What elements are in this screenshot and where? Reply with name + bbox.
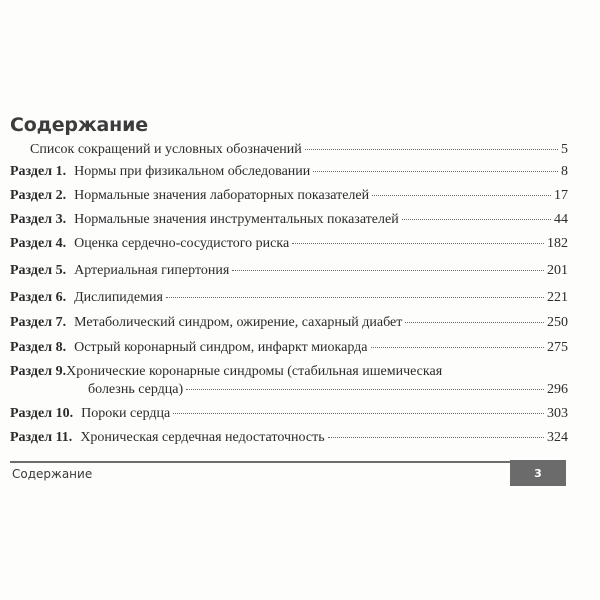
toc-entry-page: 182 <box>547 236 568 251</box>
toc-entry[interactable] <box>10 406 568 422</box>
toc-entry[interactable] <box>10 340 568 356</box>
toc-entry[interactable] <box>10 142 568 158</box>
dot-leader <box>173 413 544 414</box>
toc-entry[interactable] <box>10 290 568 306</box>
toc-entry-label: Раздел 2. <box>10 188 67 203</box>
dot-leader <box>313 171 558 172</box>
toc-entry-title: Нормальные значения инструментальных показателей <box>74 212 399 227</box>
toc-entry-title: Дислипидемия <box>74 290 163 305</box>
footer-section-title: Содержание <box>12 467 93 481</box>
toc-entry-label: Раздел 11. <box>10 430 73 445</box>
toc-entry-title: Хроническая сердечная недостаточность <box>80 430 325 445</box>
toc-entry[interactable] <box>10 212 568 228</box>
toc-entry-page: 5 <box>561 142 568 157</box>
dot-leader <box>405 322 544 323</box>
table-of-contents <box>10 0 570 600</box>
toc-entry-label: Раздел 3. <box>10 212 67 227</box>
toc-entry-title: Пороки сердца <box>81 406 171 421</box>
toc-entry-title: Список сокращений и условных обозначений <box>30 142 302 157</box>
toc-entry-page: 303 <box>547 406 568 421</box>
toc-entry-label: Раздел 10. <box>10 406 74 421</box>
dot-leader <box>186 389 544 390</box>
toc-entry-page: 8 <box>561 164 568 179</box>
toc-entry-page: 275 <box>547 340 568 355</box>
toc-entry-page: 296 <box>547 382 568 397</box>
toc-entry-title: Метаболический синдром, ожирение, сахарный диабет <box>74 315 403 330</box>
toc-entry-title: Нормальные значения лабораторных показателей <box>74 188 370 203</box>
toc-entry-label: Раздел 9. <box>10 364 67 379</box>
page-number: 3 <box>534 466 542 480</box>
toc-entry-title: Хронические коронарные синдромы (стабильная ишемическая <box>66 364 443 379</box>
toc-entry-label: Раздел 5. <box>10 263 67 278</box>
toc-entry[interactable] <box>10 364 442 380</box>
dot-leader <box>166 297 544 298</box>
dot-leader <box>402 219 551 220</box>
toc-entry-page: 44 <box>554 212 568 227</box>
dot-leader <box>292 243 544 244</box>
toc-entry-continuation[interactable] <box>10 382 568 398</box>
toc-entry-page: 201 <box>547 263 568 278</box>
toc-entry-label: Раздел 1. <box>10 164 67 179</box>
toc-entry[interactable] <box>10 188 568 204</box>
toc-entry-label: Раздел 6. <box>10 290 67 305</box>
toc-entry[interactable] <box>10 236 568 252</box>
toc-entry-title: Оценка сердечно-сосудистого риска <box>74 236 290 251</box>
toc-entry-label: Раздел 4. <box>10 236 67 251</box>
toc-entry[interactable] <box>10 263 568 279</box>
toc-entry[interactable] <box>10 315 568 331</box>
dot-leader <box>372 195 551 196</box>
dot-leader <box>232 270 544 271</box>
footer-divider <box>10 461 510 463</box>
toc-entry[interactable] <box>10 430 568 446</box>
toc-entry-label: Раздел 8. <box>10 340 67 355</box>
page-number-tab <box>510 460 566 486</box>
toc-entry-title: Нормы при физикальном обследовании <box>74 164 311 179</box>
dot-leader <box>328 437 544 438</box>
toc-entry-title-continued: болезнь сердца) <box>88 382 184 397</box>
toc-entry-page: 221 <box>547 290 568 305</box>
dot-leader <box>305 149 558 150</box>
page-title: Содержание <box>10 114 148 136</box>
toc-entry-page: 17 <box>554 188 568 203</box>
toc-entry-title: Артериальная гипертония <box>74 263 230 278</box>
toc-entry[interactable] <box>10 164 568 180</box>
toc-entry-page: 324 <box>547 430 568 445</box>
toc-entry-title: Острый коронарный синдром, инфаркт миокарда <box>74 340 368 355</box>
toc-entry-label: Раздел 7. <box>10 315 67 330</box>
dot-leader <box>371 347 544 348</box>
toc-entry-page: 250 <box>547 315 568 330</box>
